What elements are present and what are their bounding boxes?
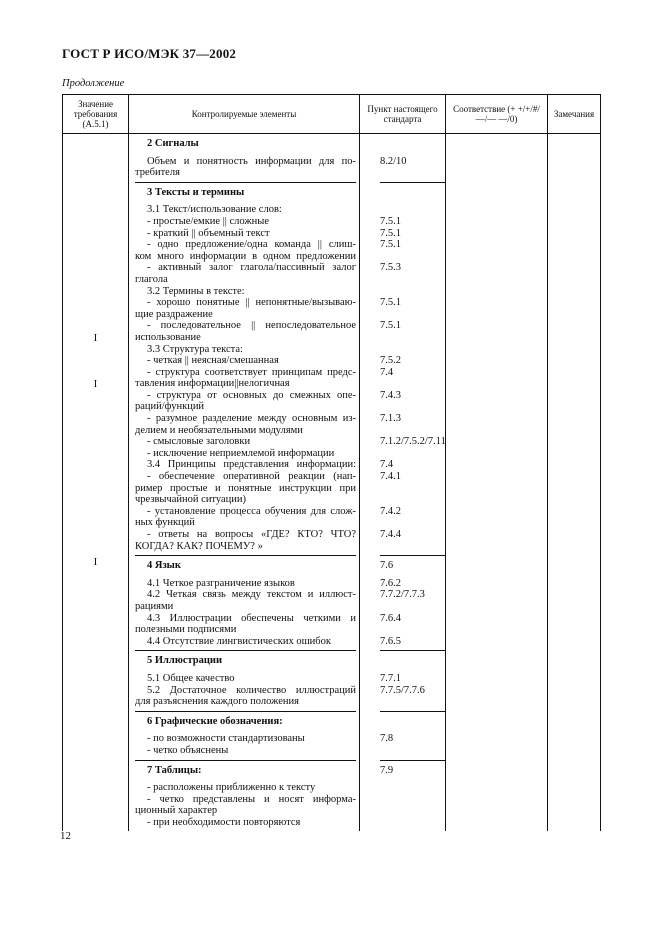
text-line: глагола xyxy=(135,273,168,285)
text-line: - разумное разделение между основным из- xyxy=(147,413,356,425)
control-elements-table xyxy=(62,94,601,831)
text-line: - простые/емкие || сложные xyxy=(147,215,270,227)
clause-number: 7.4 xyxy=(380,366,394,378)
text-line: Объем и понятность информации для по- xyxy=(147,155,356,167)
compliance-column xyxy=(446,134,548,832)
clause-number: 7.8 xyxy=(380,733,394,745)
text-line: 3.2 Термины в тексте: xyxy=(147,285,245,297)
section-illustrations xyxy=(135,651,356,711)
clause-number: 7.6.4 xyxy=(380,612,401,624)
section-signals xyxy=(135,134,356,183)
section-title: 7 Таблицы: xyxy=(147,764,202,776)
text-line: для разъяснения каждого положения xyxy=(135,696,299,708)
clause-group xyxy=(380,712,445,761)
section-tables xyxy=(135,761,356,832)
header-remarks: Замечания xyxy=(548,95,601,134)
text-line: - хорошо понятные || непонятные/вызываю- xyxy=(147,297,356,309)
clause-number: 7.5.2 xyxy=(380,355,401,367)
section-title: 3 Тексты и термины xyxy=(147,186,245,198)
header-elements: Контролируемые элементы xyxy=(129,95,360,134)
section-language xyxy=(135,556,356,651)
text-line: - по возможности стандартизованы xyxy=(147,733,305,745)
text-line: КОГДА? КАК? ПОЧЕМУ? » xyxy=(135,540,263,552)
text-line: - при необходимости повторяются xyxy=(147,816,301,828)
clause-number: 8.2/10 xyxy=(380,155,407,167)
text-line: ример простые и понятные инструкции при xyxy=(135,482,356,494)
text-line: требителя xyxy=(135,167,180,179)
clause-number: 7.1.2/7.5.2/7.11 xyxy=(380,436,446,448)
text-line: полезными подписями xyxy=(135,624,237,636)
text-line: - четко объяснены xyxy=(147,744,229,756)
requirement-value: I xyxy=(93,557,98,569)
text-line: тавления информации||нелогичная xyxy=(135,378,290,390)
text-line: - ответы на вопросы «ГДЕ? КТО? ЧТО? xyxy=(147,529,356,540)
header-compliance: Соответствие (+ +/+/#/—/— —/0) xyxy=(446,95,548,134)
text-line: 4.4 Отсутствие лингвистических ошибок xyxy=(147,635,331,647)
requirement-value: I xyxy=(93,378,98,390)
text-line: - последовательное || непоследовательное xyxy=(147,320,356,332)
clause-group xyxy=(380,134,445,183)
clause-number: 7.7.1 xyxy=(380,672,401,684)
text-line: - расположены приближенно к тексту xyxy=(147,782,316,794)
clause-number: 7.5.1 xyxy=(380,320,401,332)
clause-number: 7.5.1 xyxy=(380,215,401,227)
text-line: - одно предложение/одна команда || слиш- xyxy=(147,239,356,251)
text-line: 3.4 Принципы представления информации: xyxy=(147,459,356,471)
text-line: - установление процесса обучения для слож- xyxy=(147,505,356,517)
clause-number: 7.1.3 xyxy=(380,413,401,425)
clause-group xyxy=(380,556,445,651)
section-title: 5 Иллюстрации xyxy=(147,655,223,667)
clause-number: 7.6 xyxy=(380,560,394,572)
text-line: 4.2 Четкая связь между текстом и иллюст- xyxy=(147,589,356,601)
section-title: 4 Язык xyxy=(147,560,181,572)
table-body-row xyxy=(63,134,601,832)
requirement-column xyxy=(63,134,129,832)
clause-number: 7.4.4 xyxy=(380,529,401,540)
clause-number: 7.7.2/7.7.3 xyxy=(380,589,425,601)
clause-number: 7.7.5/7.7.6 xyxy=(380,684,425,696)
header-requirement: Значение требования (А.5.1) xyxy=(63,95,129,134)
text-line: использование xyxy=(135,331,201,343)
clause-number: 7.5.1 xyxy=(380,239,401,251)
text-line: щие раздражение xyxy=(135,308,213,320)
continuation-label: Продолжение xyxy=(62,78,125,89)
text-line: 4.1 Четкое разграничение языков xyxy=(147,577,295,589)
section-symbols xyxy=(135,712,356,761)
text-line: - исключение неприемлемой информации xyxy=(147,447,335,459)
remarks-column xyxy=(548,134,601,832)
text-line: рациями xyxy=(135,600,174,612)
clause-number: 7.4.2 xyxy=(380,505,401,517)
section-texts-terms xyxy=(135,183,356,556)
text-line: - четко представлены и носят информа- xyxy=(147,793,356,805)
clause-group xyxy=(380,651,445,711)
clause-number: 7.6.5 xyxy=(380,635,401,647)
text-line: ных функций xyxy=(135,517,195,529)
text-line: чрезвычайной ситуации) xyxy=(135,494,247,506)
text-line: - смысловые заголовки xyxy=(147,436,251,448)
text-line: - активный залог глагола/пассивный залог xyxy=(147,262,356,274)
clause-column xyxy=(360,134,446,832)
text-line: 4.3 Иллюстрации обеспечены четкими и xyxy=(147,612,356,624)
clause-group xyxy=(380,183,445,556)
section-title: 2 Сигналы xyxy=(147,138,199,149)
text-line: 5.2 Достаточное количество иллюстраций xyxy=(147,684,356,696)
clause-number: 7.5.1 xyxy=(380,227,401,239)
text-line: - обеспечение оперативной реакции (нап- xyxy=(147,471,356,483)
clause-number: 7.9 xyxy=(380,764,394,776)
clause-number: 7.5.3 xyxy=(380,262,401,274)
text-line: - краткий || объемный текст xyxy=(147,227,270,239)
text-line: - четкая || неясная/смешанная xyxy=(147,355,279,367)
text-line: делием и необязательными модулями xyxy=(135,424,303,436)
section-title: 6 Графические обозначения: xyxy=(147,715,283,727)
text-line: 3.3 Структура текста: xyxy=(147,343,243,355)
clause-number: 7.4 xyxy=(380,459,394,471)
text-line: ционный характер xyxy=(135,805,218,817)
table-header-row xyxy=(63,95,601,134)
text-line: - структура соответствует принципам предс- xyxy=(147,366,356,378)
text-line: раций/функций xyxy=(135,401,205,413)
header-clause: Пункт настоящего стандарта xyxy=(360,95,446,134)
text-line: 5.1 Общее качество xyxy=(147,672,235,684)
document-header: ГОСТ Р ИСО/МЭК 37—2002 xyxy=(62,46,237,61)
clause-number: 7.4.3 xyxy=(380,389,401,401)
clause-number: 7.4.1 xyxy=(380,471,401,483)
clause-group xyxy=(380,761,445,786)
text-line: - структура от основных до смежных опе- xyxy=(147,389,356,401)
page-number: 12 xyxy=(60,830,71,842)
text-line: ком много информации в одном предложении xyxy=(135,250,356,262)
clause-number: 7.5.1 xyxy=(380,297,401,309)
clause-number: 7.6.2 xyxy=(380,577,401,589)
requirement-value: I xyxy=(93,333,98,344)
text-line: 3.1 Текст/использование слов: xyxy=(147,204,282,216)
elements-column xyxy=(129,134,360,832)
